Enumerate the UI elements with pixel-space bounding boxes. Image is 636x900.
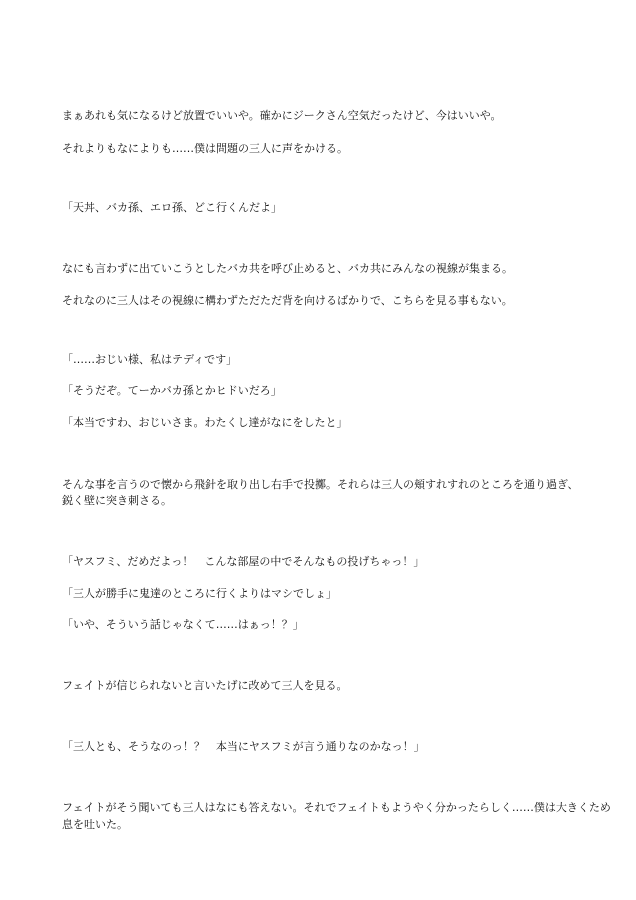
paragraph-line: それよりもなによりも……僕は問題の三人に声をかける。 [62,142,348,155]
paragraph-line: 息を吐いた。 [62,818,128,831]
paragraph-line: それなのに三人はその視線に構わずただただ背を向けるばかりで、こちらを見る事もない。 [62,294,513,307]
dialogue-line: 「三人が勝手に鬼達のところに行くよりはマシでしょ」 [62,587,337,600]
dialogue-line: 「本当ですわ、おじいさま。わたくし達がなにをしたと」 [62,416,348,429]
paragraph-line: フェイトが信じられないと言いたげに改めて三人を見る。 [62,679,348,692]
paragraph-line: フェイトがそう聞いても三人はなにも答えない。それでフェイトもようやく分かったらしく……僕は大きくため [62,801,611,814]
paragraph-line: そんな事を言うので懐から飛針を取り出し右手で投擲。それらは三人の頬すれすれのところを通り過ぎ、 [62,478,579,491]
dialogue-line: 「そうだぞ。てーかバカ孫とかヒドいだろ」 [62,384,282,397]
dialogue-line: 「いや、そういう話じゃなくて……はぁっ！？」 [62,618,304,631]
dialogue-line: 「三人とも、そうなのっ！？ 本当にヤスフミが言う通りなのかなっ！」 [62,740,425,753]
paragraph-line: まぁあれも気になるけど放置でいいや。確かにジークさん空気だったけど、今はいいや。 [62,109,502,122]
paragraph-line: なにも言わずに出ていこうとしたバカ共を呼び止めると、バカ共にみんなの視線が集まる。 [62,262,513,275]
paragraph-line: 鋭く壁に突き刺さる。 [62,494,172,507]
dialogue-line: 「ヤスフミ、だめだよっ！ こんな部屋の中でそんなもの投げちゃっ！」 [62,555,425,568]
dialogue-line: 「天丼、バカ孫、エロ孫、どこ行くんだよ」 [62,201,282,214]
dialogue-line: 「……おじい様、私はテディです」 [62,353,238,366]
